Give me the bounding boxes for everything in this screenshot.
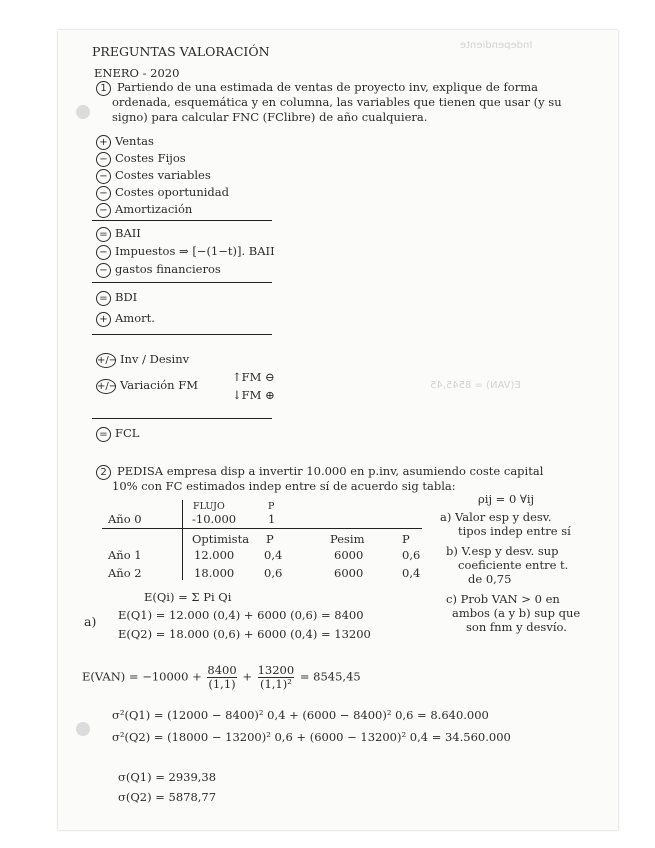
variance-line: σ²(Q2) = (18000 − 13200)² 0,6 + (6000 − 13200)² 0,4 = 34.560.000 bbox=[112, 730, 511, 744]
result-item: = BDI bbox=[96, 290, 137, 306]
formula-expected: E(Qi) = Σ Pi Qi bbox=[144, 590, 232, 604]
table-cell: 1 bbox=[268, 512, 276, 526]
question-1-line: signo) para calcular FNC (FClibre) de año cualquiera. bbox=[112, 110, 428, 124]
option-line: tipos indep entre sí bbox=[458, 524, 571, 538]
fraction-numerator: 8400 bbox=[207, 663, 237, 677]
result-item: = FCL bbox=[96, 426, 139, 442]
option-line: son fnm y desvío. bbox=[466, 620, 567, 634]
evan-equation: E(VAN) = −10000 + $\frac{8400}{(1,1)}$ + $\frac{13200}{\text{(1,1)²}}$ = 8545,45 bbox=[82, 663, 361, 691]
std-line: σ(Q2) = 5878,77 bbox=[118, 790, 217, 804]
punch-hole bbox=[76, 105, 90, 119]
punch-hole bbox=[76, 722, 90, 736]
fraction-denominator: (1,1)² bbox=[259, 677, 292, 691]
divider bbox=[92, 282, 272, 283]
list-item: + Ventas bbox=[96, 134, 154, 150]
question-1-line: Partiendo de una estimada de ventas de proyecto inv, explique de forma bbox=[117, 80, 538, 94]
list-item: − Costes Fijos bbox=[96, 151, 186, 167]
list-item: − gastos financieros bbox=[96, 262, 221, 278]
list-item: +/− Variación FM bbox=[97, 378, 198, 392]
question-2-line: PEDISA empresa disp a invertir 10.000 en p.inv, asumiendo coste capital bbox=[117, 464, 544, 478]
table-cell: -10.000 bbox=[192, 512, 237, 526]
table-cell: 6000 bbox=[334, 566, 364, 580]
bleed-through-text: Independiente bbox=[460, 40, 533, 51]
table-row-label: Año 1 bbox=[108, 548, 142, 562]
table-header-p: P bbox=[268, 501, 275, 512]
part-label: a) bbox=[84, 614, 97, 629]
fm-branch: ↓FM ⊕ bbox=[232, 388, 275, 402]
table-divider bbox=[102, 528, 422, 529]
std-line: σ(Q1) = 2939,38 bbox=[118, 770, 217, 784]
option-line: ambos (a y b) sup que bbox=[452, 606, 581, 620]
table-header-flujo: FLUJO bbox=[193, 501, 225, 512]
equation: E(Q1) = 12.000 (0,4) + 6000 (0,6) = 8400 bbox=[118, 608, 364, 622]
divider bbox=[92, 334, 272, 335]
table-cell: 0,6 bbox=[402, 548, 421, 562]
table-cell: 0,6 bbox=[264, 566, 283, 580]
table-row-label: Año 2 bbox=[108, 566, 142, 580]
table-col-head: P bbox=[402, 532, 410, 546]
question-1-number: 1 bbox=[96, 80, 115, 96]
bleed-through-text: E(VAN) = 8545,45 bbox=[430, 380, 521, 391]
divider bbox=[92, 220, 272, 221]
equation: E(Q2) = 18.000 (0,6) + 6000 (0,4) = 13200 bbox=[118, 627, 371, 641]
page-title: PREGUNTAS VALORACIÓN bbox=[92, 44, 270, 59]
question-1-line: ordenada, esquemática y en columna, las variables que tienen que usar (y su bbox=[112, 95, 562, 109]
option-line: c) Prob VAN > 0 en bbox=[446, 592, 560, 606]
option-line: b) V.esp y desv. sup bbox=[446, 544, 559, 558]
variance-line: σ²(Q1) = (12000 − 8400)² 0,4 + (6000 − 8400)² 0,6 = 8.640.000 bbox=[112, 708, 489, 722]
list-item: − Costes variables bbox=[96, 168, 211, 184]
table-row-label: Año 0 bbox=[108, 512, 142, 526]
table-cell: 6000 bbox=[334, 548, 364, 562]
list-item: +/− Inv / Desinv bbox=[97, 352, 190, 366]
table-cell: 0,4 bbox=[402, 566, 421, 580]
fraction-numerator: 13200 bbox=[257, 663, 295, 677]
option-line: de 0,75 bbox=[468, 572, 512, 586]
result-item: = BAII bbox=[96, 226, 141, 242]
table-vertical-rule bbox=[182, 500, 183, 580]
fm-branch: ↑FM ⊖ bbox=[232, 370, 275, 384]
table-col-head: Pesim bbox=[330, 532, 365, 546]
list-item: − Amortización bbox=[96, 202, 192, 218]
question-2-line: 10% con FC estimados indep entre sí de acuerdo sig tabla: bbox=[112, 479, 456, 493]
list-item: + Amort. bbox=[96, 311, 155, 327]
table-cell: 18.000 bbox=[194, 566, 235, 580]
option-line: coeficiente entre t. bbox=[458, 558, 569, 572]
question-2-number: 2 bbox=[96, 464, 115, 480]
table-col-head: Optimista bbox=[192, 532, 250, 546]
list-item: − Costes oportunidad bbox=[96, 185, 229, 201]
fraction-denominator: (1,1) bbox=[208, 677, 236, 691]
correlation-note: ρij = 0 ∀ij bbox=[478, 492, 535, 506]
page-date: ENERO - 2020 bbox=[94, 66, 180, 80]
table-cell: 0,4 bbox=[264, 548, 283, 562]
list-item: − Impuestos ⇒ [−(1−t)]. BAII bbox=[96, 244, 275, 260]
divider bbox=[92, 418, 272, 419]
option-line: a) Valor esp y desv. bbox=[440, 510, 552, 524]
table-col-head: P bbox=[266, 532, 274, 546]
table-cell: 12.000 bbox=[194, 548, 235, 562]
